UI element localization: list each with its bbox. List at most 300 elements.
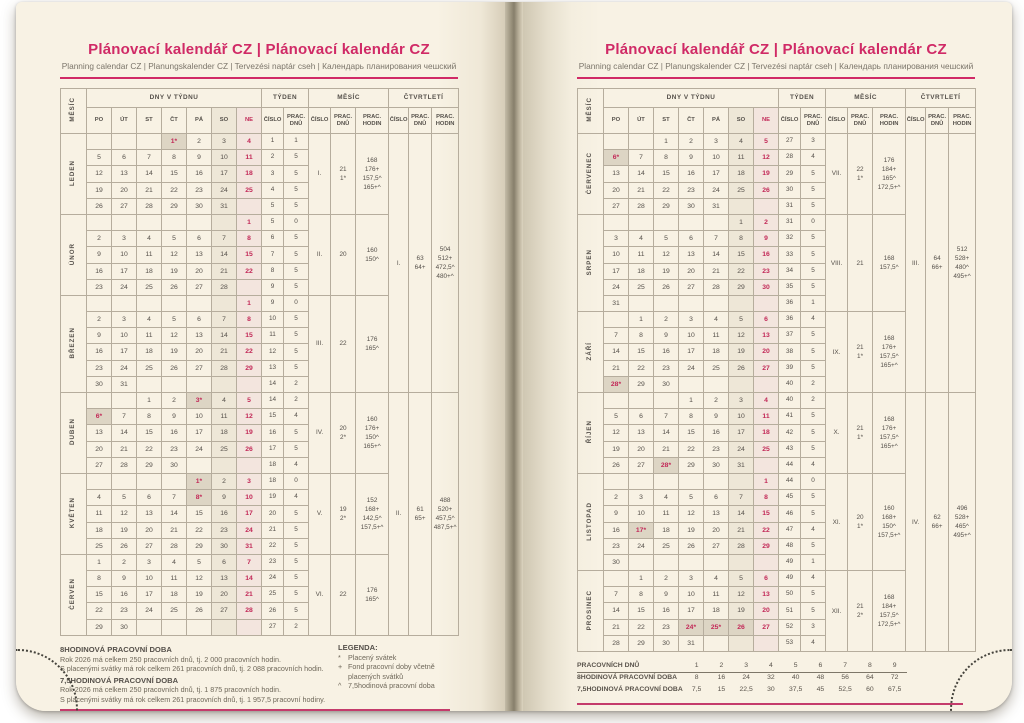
workhours-row [577, 684, 907, 696]
day-cell: 14 [237, 571, 262, 587]
stat-value-line: 487,5+^ [433, 523, 457, 531]
day-cell: 17 [729, 425, 754, 441]
day-cell: 20 [754, 603, 779, 619]
month-name-label: ZÁŘÍ [586, 341, 594, 361]
month-name-label: DUBEN [69, 418, 77, 446]
legend-item-75h [338, 681, 456, 691]
day-cell: 12 [187, 571, 212, 587]
week-row [61, 393, 459, 409]
day-cell: 29 [654, 198, 679, 214]
week-workdays-cell: 5 [801, 425, 826, 441]
day-cell: 12 [87, 166, 112, 182]
day-cell: 2 [87, 231, 112, 247]
title-rule [577, 77, 975, 79]
day-cell: 28 [137, 198, 162, 214]
stat-value-line: 512 [956, 246, 968, 253]
week-workdays-cell: 1 [801, 554, 826, 570]
day-cell [237, 279, 262, 295]
day-cell: 12 [729, 328, 754, 344]
week-workdays-cell: 5 [284, 603, 309, 619]
day-cell: 19 [162, 344, 187, 360]
day-cell: 28 [162, 538, 187, 554]
week-workdays-cell: 4 [284, 490, 309, 506]
stat-value-line: 168+ [881, 514, 897, 521]
day-cell: 3 [679, 312, 704, 328]
day-cell: 15 [654, 166, 679, 182]
week-number-cell: 36 [779, 312, 801, 328]
day-cell [704, 214, 729, 230]
day-cell: 30 [704, 457, 729, 473]
month-workhours-cell [873, 312, 906, 393]
quarter-number-header: ČÍSLO [906, 108, 926, 134]
day-cell: 7 [162, 490, 187, 506]
week-number-cell: 39 [779, 360, 801, 376]
worktime-75h-heading: 7,5HODINOVÁ PRACOVNÍ DOBA [60, 675, 179, 685]
day-cell: 3 [212, 134, 237, 150]
day-cell: 17 [112, 263, 137, 279]
day-cell: 16 [87, 344, 112, 360]
day-cell: 9 [654, 587, 679, 603]
day-cell: 28 [212, 279, 237, 295]
week-workdays-cell: 5 [801, 198, 826, 214]
week-group-header: TÝDEN [779, 89, 826, 108]
day-cell: 19 [187, 587, 212, 603]
stat-value-line: 21 [856, 603, 864, 611]
day-cell: 10 [237, 490, 262, 506]
week-workdays-cell: 0 [801, 473, 826, 489]
workdays-count-header: 6 [808, 660, 833, 672]
day-cell: 5 [112, 490, 137, 506]
week-workdays-cell: 5 [801, 263, 826, 279]
day-cell [212, 214, 237, 230]
day-cell: 15 [237, 247, 262, 263]
day-cell [629, 214, 654, 230]
day-cell: 6* [87, 409, 112, 425]
week-number-cell: 44 [779, 457, 801, 473]
page-title: Plánovací kalendář CZ | Plánovací kalendár CZ [605, 41, 947, 58]
week-workdays-cell: 2 [801, 376, 826, 392]
day-cell: 31 [604, 295, 629, 311]
week-workdays-cell: 5 [284, 425, 309, 441]
month-name-label: LISTOPAD [586, 501, 594, 541]
workhours-value-cell: 22,5 [739, 685, 753, 693]
stat-value-line: 65+ [414, 514, 426, 522]
week-number-cell: 48 [779, 538, 801, 554]
stat-value-line: 157,5+^ [360, 523, 384, 531]
stat-value-line: 168 [883, 594, 895, 602]
stat-value-line: 480^ [955, 264, 969, 271]
week-workdays-cell: 5 [284, 279, 309, 295]
day-cell: 10 [679, 328, 704, 344]
day-cell: 31 [212, 198, 237, 214]
day-cell: 13 [212, 571, 237, 587]
day-cell: 18 [137, 263, 162, 279]
day-cell: 5 [729, 312, 754, 328]
day-cell: 15 [237, 328, 262, 344]
day-cell: 22 [162, 182, 187, 198]
day-cell: 7 [212, 312, 237, 328]
day-cell: 14 [729, 506, 754, 522]
month-name-cell [61, 393, 87, 474]
stat-value-line: IX. [832, 348, 841, 356]
day-cell: 15 [729, 247, 754, 263]
week-number-cell: 10 [262, 312, 284, 328]
day-cell [679, 376, 704, 392]
day-cell: 28 [112, 457, 137, 473]
week-workdays-header: PRAC. DNŮ [801, 108, 826, 134]
stat-value-line: 168+ [364, 505, 380, 513]
day-cell: 6* [604, 150, 629, 166]
day-cell: 1 [237, 295, 262, 311]
day-cell: 7 [137, 150, 162, 166]
month-numeral-cell [826, 393, 848, 474]
week-number-cell: 37 [779, 328, 801, 344]
day-cell: 30 [212, 538, 237, 554]
day-cell: 29 [137, 457, 162, 473]
day-cell: 11 [704, 328, 729, 344]
day-cell: 29 [629, 376, 654, 392]
day-cell [729, 473, 754, 489]
day-cell: 26 [187, 603, 212, 619]
day-cell: 23 [212, 522, 237, 538]
week-workdays-cell: 2 [284, 619, 309, 635]
day-cell: 8 [162, 150, 187, 166]
day-cell [754, 295, 779, 311]
quarter-workhours-cell [432, 393, 459, 636]
day-cell: 23 [87, 279, 112, 295]
stat-value-line: II. [395, 510, 402, 518]
workhours-value-cell: 8 [694, 674, 699, 681]
workdays-header-row [577, 660, 907, 672]
week-workdays-cell: 0 [284, 295, 309, 311]
stat-value-line: 165+^ [363, 183, 381, 191]
day-cell: 25 [704, 360, 729, 376]
stat-value-line: X. [833, 429, 840, 437]
stat-value-line: 21 [856, 344, 864, 352]
day-cell: 2 [654, 571, 679, 587]
day-cell [187, 457, 212, 473]
week-workdays-cell: 5 [801, 538, 826, 554]
day-cell: 3 [679, 571, 704, 587]
title-rule [60, 77, 458, 79]
day-cell: 9 [704, 409, 729, 425]
day-cell: 25 [212, 441, 237, 457]
day-cell: 3 [729, 393, 754, 409]
day-cell: 15 [137, 425, 162, 441]
day-cell: 22 [87, 603, 112, 619]
month-workhours-cell [356, 134, 389, 215]
week-number-cell: 47 [779, 522, 801, 538]
day-cell: 20 [112, 182, 137, 198]
day-cell: 24 [629, 538, 654, 554]
day-cell: 8 [237, 231, 262, 247]
worktime-8h-line1: Rok 2026 má celkem 250 pracovních dnů, tj. 2 000 pracovních hodin. [60, 654, 281, 664]
day-cell: 28 [237, 603, 262, 619]
day-cell: 20 [754, 344, 779, 360]
day-header-2: ÚT [112, 108, 137, 134]
day-cell [212, 376, 237, 392]
stat-value-line: 165+^ [880, 362, 898, 370]
day-cell: 24 [137, 603, 162, 619]
workhours-row [577, 672, 907, 684]
stat-value-line: 150^ [882, 523, 896, 530]
week-workdays-cell: 5 [284, 441, 309, 457]
day-cell: 4 [704, 571, 729, 587]
stat-value-line: 528+ [954, 514, 970, 521]
stat-value-line: 168 [366, 156, 378, 164]
stat-value-line: 168 [883, 335, 895, 343]
week-workdays-cell: 5 [284, 263, 309, 279]
day-cell: 19 [754, 166, 779, 182]
month-workhours-cell [356, 554, 389, 635]
stat-value-line: 66+ [931, 264, 943, 271]
workhours-value-cell: 32 [767, 674, 775, 681]
stat-value-line: 152 [366, 496, 378, 504]
week-workdays-cell: 5 [284, 360, 309, 376]
day-cell: 16 [654, 344, 679, 360]
day-cell [87, 473, 112, 489]
stat-value-line: VI. [315, 591, 324, 599]
day-cell: 28* [604, 376, 629, 392]
day-header-7: NE [754, 108, 779, 134]
stat-value-line: 157,5^ [879, 353, 899, 361]
day-cell: 13 [629, 425, 654, 441]
day-cell: 27 [754, 360, 779, 376]
page-subtitle: Planning calendar CZ | Planungskalender CZ | Tervezési naptár cseh | Календарь планирования чешский [578, 61, 974, 71]
day-cell: 13 [187, 247, 212, 263]
month-column-header [578, 89, 604, 134]
week-number-cell: 31 [779, 198, 801, 214]
stat-value-line: 160 [366, 415, 378, 423]
day-cell: 26 [729, 619, 754, 635]
day-cell: 19 [729, 603, 754, 619]
day-cell: 24* [679, 619, 704, 635]
week-number-cell: 50 [779, 587, 801, 603]
stat-value-line: 157,5^ [879, 612, 899, 620]
day-cell [162, 473, 187, 489]
day-cell: 12 [654, 247, 679, 263]
day-cell: 9 [162, 409, 187, 425]
day-cell [162, 295, 187, 311]
day-cell [137, 619, 162, 635]
day-cell: 23 [112, 603, 137, 619]
day-cell: 19 [112, 522, 137, 538]
day-cell [629, 134, 654, 150]
day-cell: 10 [679, 587, 704, 603]
week-workdays-cell: 5 [801, 441, 826, 457]
stat-value-line: VIII. [830, 259, 843, 267]
day-cell: 12 [679, 506, 704, 522]
day-cell: 8 [629, 587, 654, 603]
day-cell: 31 [704, 198, 729, 214]
day-cell: 14 [137, 166, 162, 182]
workhours-value-cell: 15 [717, 685, 726, 693]
day-cell: 31 [112, 376, 137, 392]
stat-value-line: 142,5^ [362, 514, 382, 522]
day-cell: 8* [187, 490, 212, 506]
day-cell: 6 [187, 312, 212, 328]
day-cell: 5 [654, 231, 679, 247]
day-cell: 11 [629, 247, 654, 263]
day-cell: 10 [112, 247, 137, 263]
day-cell: 26 [87, 198, 112, 214]
day-cell: 29 [729, 279, 754, 295]
day-cell [112, 473, 137, 489]
day-cell: 27 [704, 538, 729, 554]
stat-value-line: 488 [439, 496, 451, 504]
stat-value-line: 465^ [955, 523, 969, 530]
day-cell [212, 619, 237, 635]
day-cell: 14 [112, 425, 137, 441]
week-number-cell: 45 [779, 490, 801, 506]
day-cell: 23 [162, 441, 187, 457]
day-cell: 21 [629, 182, 654, 198]
day-cell: 27 [87, 457, 112, 473]
day-cell: 16 [654, 603, 679, 619]
month-workdays-header: PRAC. DNŮ [331, 108, 356, 134]
week-number-cell: 16 [262, 425, 284, 441]
day-cell: 21 [112, 441, 137, 457]
week-number-cell: 17 [262, 441, 284, 457]
day-cell: 20 [187, 263, 212, 279]
day-cell: 1 [629, 571, 654, 587]
week-number-cell: 44 [779, 473, 801, 489]
day-cell: 3 [137, 554, 162, 570]
day-cell: 4 [137, 231, 162, 247]
day-cell: 8 [137, 409, 162, 425]
month-workdays-cell [848, 134, 873, 215]
day-cell: 20 [87, 441, 112, 457]
day-cell: 14 [162, 506, 187, 522]
day-cell: 13 [704, 506, 729, 522]
month-workdays-cell [331, 134, 356, 215]
day-cell: 24 [729, 441, 754, 457]
week-workdays-cell: 4 [284, 409, 309, 425]
week-number-cell: 27 [262, 619, 284, 635]
day-cell: 19 [162, 263, 187, 279]
day-cell: 5 [237, 393, 262, 409]
day-cell [137, 295, 162, 311]
month-column-header-label: MĚSÍC [69, 97, 77, 122]
day-cell: 18 [237, 166, 262, 182]
day-cell [654, 214, 679, 230]
month-workdays-cell [331, 214, 356, 295]
day-cell: 8 [654, 150, 679, 166]
day-cell: 2 [654, 312, 679, 328]
month-number-header: ČÍSLO [309, 108, 331, 134]
day-cell: 2 [112, 554, 137, 570]
day-cell: 7 [212, 231, 237, 247]
month-column-header-label: MĚSÍC [586, 97, 594, 122]
week-number-cell: 49 [779, 554, 801, 570]
day-cell: 29 [754, 538, 779, 554]
week-workdays-cell: 5 [284, 312, 309, 328]
stat-value-line: 528+ [954, 255, 970, 262]
day-cell: 9 [87, 328, 112, 344]
worktime-75h-line1: Rok 2026 má celkem 250 pracovních dnů, tj. 1 875 pracovních hodin. [60, 685, 281, 695]
week-number-cell: 14 [262, 393, 284, 409]
day-cell: 14 [212, 328, 237, 344]
workdays-count-header: 8 [858, 660, 883, 672]
day-cell: 22 [187, 522, 212, 538]
day-header-6: SO [212, 108, 237, 134]
day-cell: 26 [162, 279, 187, 295]
quarter-workhours-header: PRAC. HODIN [432, 108, 459, 134]
month-workhours-cell [873, 393, 906, 474]
day-cell: 9 [754, 231, 779, 247]
day-cell: 30 [654, 376, 679, 392]
worktime-8h-line2: S placenými svátky má rok celkem 261 pracovních dnů, tj. 2 088 pracovních hodin. [60, 664, 324, 674]
day-cell: 7 [729, 490, 754, 506]
month-name-cell [578, 393, 604, 474]
day-cell: 1* [162, 134, 187, 150]
day-cell: 9 [679, 150, 704, 166]
month-number-header: ČÍSLO [826, 108, 848, 134]
day-cell: 6 [212, 554, 237, 570]
stat-value-line: 1* [340, 174, 347, 182]
stat-value-line: 2* [857, 612, 864, 620]
day-cell: 25 [137, 360, 162, 376]
day-cell: 24 [704, 182, 729, 198]
planner-spread [16, 2, 1012, 711]
week-number-cell: 6 [262, 231, 284, 247]
month-workhours-cell [873, 571, 906, 652]
week-workdays-cell: 2 [284, 393, 309, 409]
week-workdays-cell: 5 [801, 587, 826, 603]
stat-value-line: I. [396, 259, 401, 267]
bottom-rule-right [577, 703, 963, 705]
day-cell: 30 [679, 198, 704, 214]
month-workhours-cell [873, 214, 906, 311]
day-cell: 10 [137, 571, 162, 587]
week-number-cell: 36 [779, 295, 801, 311]
day-cell [679, 473, 704, 489]
day-cell: 14 [629, 166, 654, 182]
month-numeral-cell [309, 554, 331, 635]
day-cell: 22 [629, 360, 654, 376]
day-cell: 2 [679, 134, 704, 150]
stat-value-line: II. [316, 251, 323, 259]
workhours-value-cell: 67,5 [888, 685, 902, 693]
day-cell [679, 214, 704, 230]
week-number-cell: 5 [262, 198, 284, 214]
stat-value-line: 172,5+^ [877, 621, 901, 629]
day-header-4: ČT [679, 108, 704, 134]
month-workdays-cell [331, 393, 356, 474]
month-numeral-cell [826, 473, 848, 570]
week-workdays-cell: 5 [801, 231, 826, 247]
stat-value-line: 2* [340, 514, 347, 522]
day-cell: 2 [604, 490, 629, 506]
day-cell: 3 [112, 312, 137, 328]
day-cell: 17 [112, 344, 137, 360]
day-cell: 23 [704, 441, 729, 457]
day-cell: 20 [704, 522, 729, 538]
stat-value-line: XI. [832, 518, 841, 526]
month-workhours-cell [356, 473, 389, 554]
week-number-cell: 4 [262, 182, 284, 198]
day-cell: 23 [187, 182, 212, 198]
day-cell: 5 [162, 312, 187, 328]
week-number-cell: 25 [262, 587, 284, 603]
day-cell: 25 [754, 441, 779, 457]
month-name-label: KVĚTEN [69, 497, 77, 529]
month-name-cell [61, 214, 87, 295]
day-cell: 10 [729, 409, 754, 425]
day-cell: 5 [679, 490, 704, 506]
stat-value-line: 21 [339, 165, 347, 173]
week-number-cell: 13 [262, 360, 284, 376]
